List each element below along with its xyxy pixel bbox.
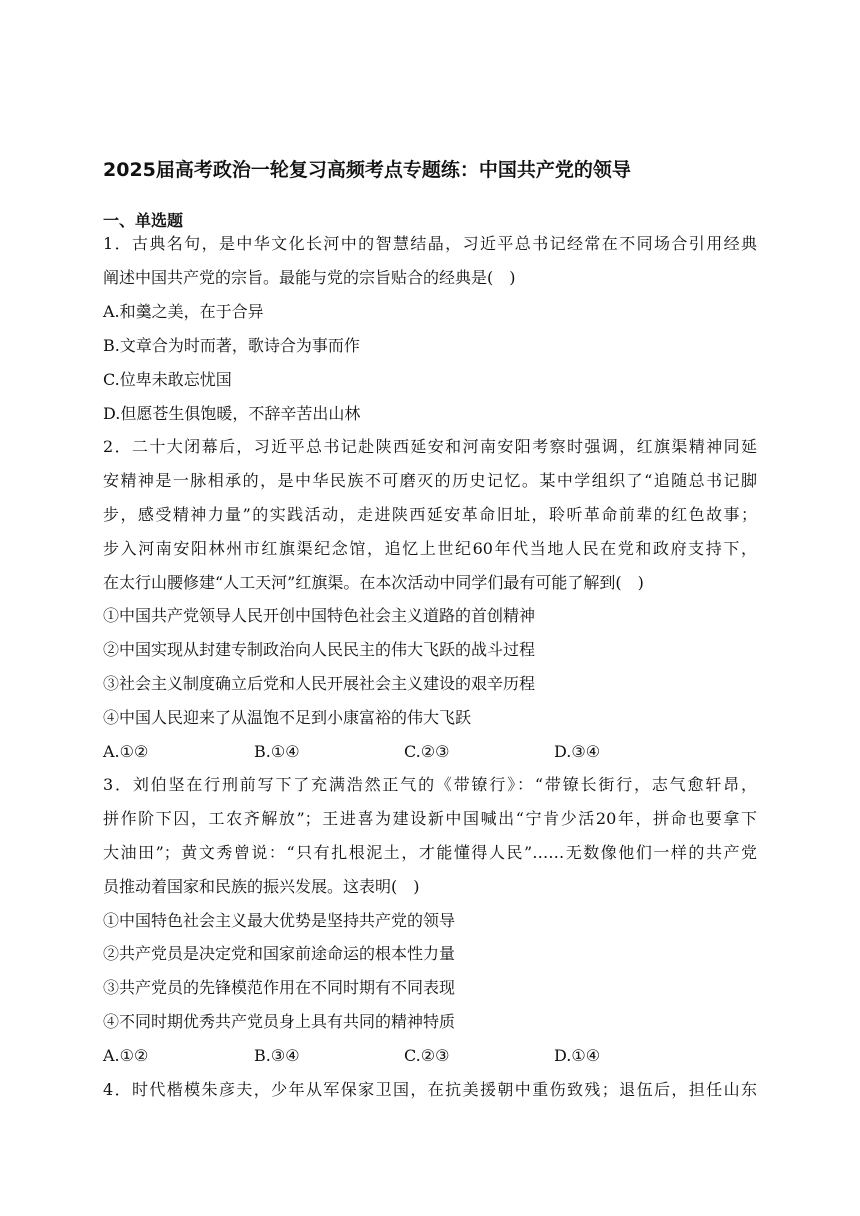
question-3-option-c: C.②③ [404, 1046, 450, 1065]
question-2-stem-line: 安精神是一脉相承的，是中华民族不可磨灭的历史记忆。某中学组织了“追随总书记脚 [103, 471, 757, 490]
section-heading: 一、单选题 [103, 211, 184, 230]
question-1-choice-c: C.位卑未敢忘忧国 [103, 370, 232, 389]
question-2-stem-line: 步入河南安阳林州市红旗渠纪念馆，追忆上世纪60年代当地人民在党和政府支持下， [103, 539, 757, 558]
question-2-stem-line: 2．二十大闭幕后，习近平总书记赴陕西延安和河南安阳考察时强调，红旗渠精神同延 [103, 437, 757, 456]
question-2-statement: ②中国实现从封建专制政治向人民民主的伟大飞跃的战斗过程 [103, 640, 536, 659]
question-1-stem-line: 1．古典名句，是中华文化长河中的智慧结晶，习近平总书记经常在不同场合引用经典 [103, 234, 757, 253]
question-3-statement: ②共产党员是决定党和国家前途命运的根本性力量 [103, 944, 456, 963]
question-1-choice-b: B.文章合为时而著，歌诗合为事而作 [103, 336, 360, 355]
question-3-statement: ①中国特色社会主义最大优势是坚持共产党的领导 [103, 911, 456, 930]
question-2-statement: ④中国人民迎来了从温饱不足到小康富裕的伟大飞跃 [103, 708, 472, 727]
question-4-stem-line: 4．时代楷模朱彦夫，少年从军保家卫国，在抗美援朝中重伤致残；退伍后，担任山东 [103, 1080, 757, 1099]
question-1-stem-line: 阐述中国共产党的宗旨。最能与党的宗旨贴合的经典是( ) [103, 268, 516, 287]
question-2-option-b: B.①④ [254, 742, 300, 761]
question-2-statement: ①中国共产党领导人民开创中国特色社会主义道路的首创精神 [103, 606, 536, 625]
question-3-option-b: B.③④ [254, 1046, 300, 1065]
question-3-stem-line: 员推动着国家和民族的振兴发展。这表明( ) [103, 877, 420, 896]
question-2-option-c: C.②③ [404, 742, 450, 761]
question-2-stem-line: 在太行山腰修建“人工天河”红旗渠。在本次活动中同学们最有可能了解到( ) [103, 573, 644, 592]
question-3-stem-line: 大油田”；黄文秀曾说：“只有扎根泥土，才能懂得人民”……无数像他们一样的共产党 [103, 843, 757, 862]
question-3-option-d: D.①④ [554, 1046, 601, 1065]
question-2-stem-line: 步，感受精神力量”的实践活动，走进陕西延安革命旧址，聆听革命前辈的红色故事； [103, 505, 757, 524]
question-2-option-a: A.①② [103, 742, 149, 761]
page-title: 2025届高考政治一轮复习高频考点专题练：中国共产党的领导 [103, 159, 631, 181]
question-2-option-d: D.③④ [554, 742, 601, 761]
question-1-choice-d: D.但愿苍生俱饱暖，不辞辛苦出山林 [103, 404, 361, 423]
question-3-statement: ④不同时期优秀共产党员身上具有共同的精神特质 [103, 1012, 456, 1031]
question-1-choice-a: A.和羹之美，在于合异 [103, 302, 264, 321]
question-2-statement: ③社会主义制度确立后党和人民开展社会主义建设的艰辛历程 [103, 674, 536, 693]
question-3-option-a: A.①② [103, 1046, 149, 1065]
question-3-stem-line: 拼作阶下囚，工农齐解放”；王进喜为建设新中国喊出“宁肯少活20年，拼命也要拿下 [103, 809, 757, 828]
question-3-stem-line: 3．刘伯坚在行刑前写下了充满浩然正气的《带镣行》：“带镣长街行，志气愈轩昂， [103, 775, 757, 794]
question-3-statement: ③共产党员的先锋模范作用在不同时期有不同表现 [103, 978, 456, 997]
